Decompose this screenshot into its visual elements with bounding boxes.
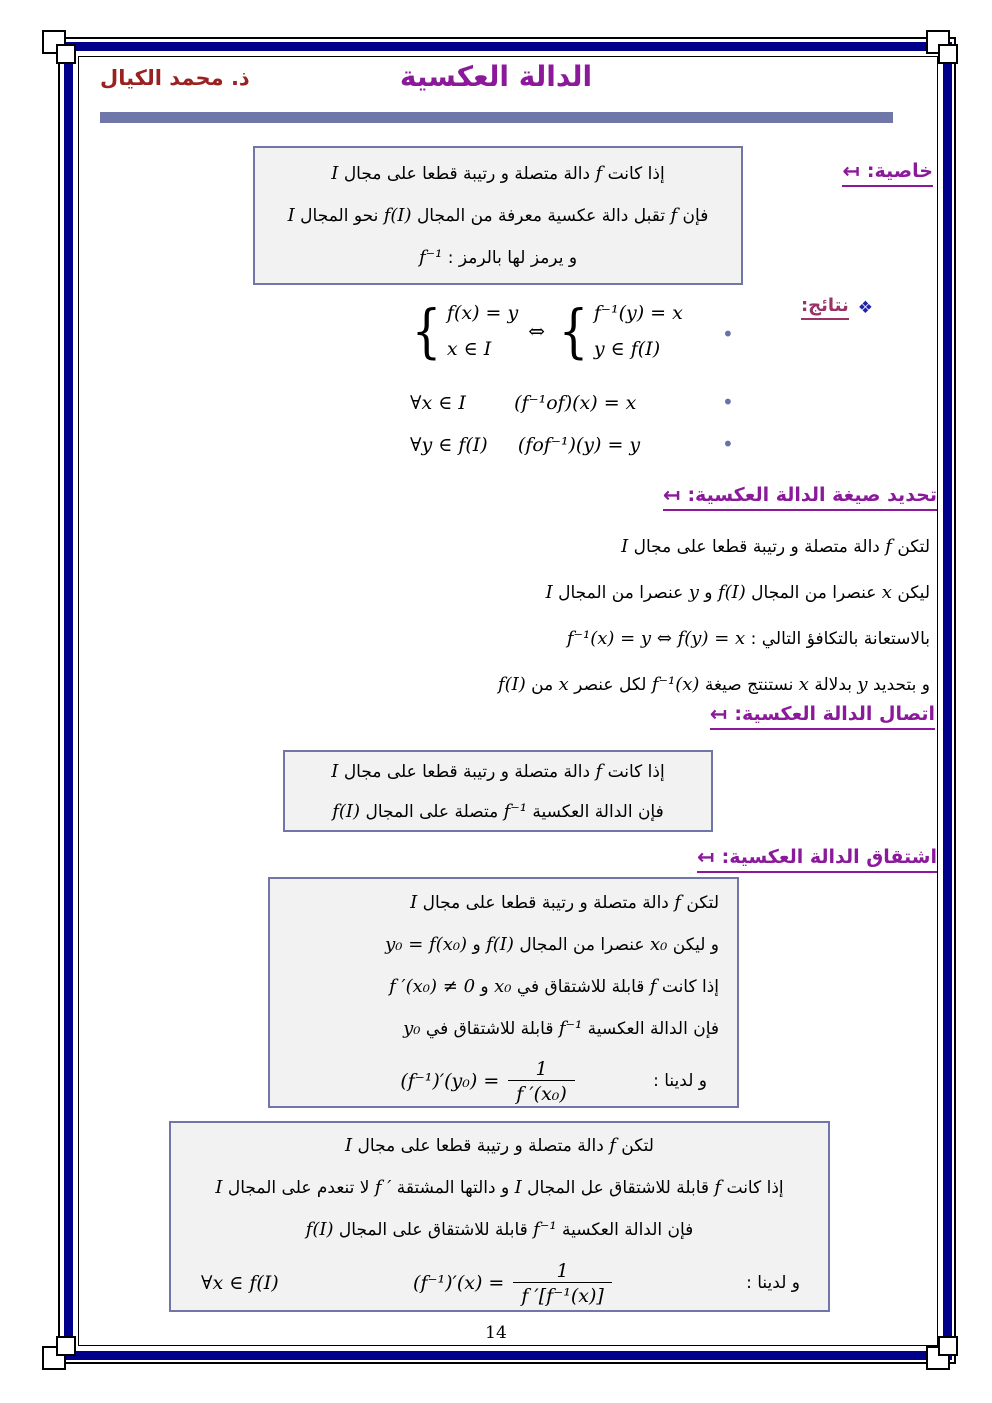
formula-lhs: (f⁻¹)′(y₀) =	[400, 1070, 500, 1092]
left-brace: {	[411, 297, 442, 365]
text-line	[270, 1008, 737, 1050]
text-line	[171, 1167, 828, 1209]
text-line	[255, 237, 741, 279]
math-fragment: I	[331, 163, 339, 184]
section-heading-results	[801, 295, 873, 320]
math-fragment: f ′	[374, 1177, 392, 1198]
text-fragment: ليكن	[891, 583, 930, 603]
left-arrow-icon: ↤	[842, 158, 860, 183]
page-title: الدالة العكسية	[399, 60, 593, 93]
corner-ornament	[56, 1336, 76, 1356]
math-fragment: I	[514, 1177, 522, 1198]
math-fragment: y	[688, 582, 699, 603]
text-fragment: بالاستعانة بالتكافؤ التالي :	[745, 629, 930, 649]
we-have-label: و لدينا :	[653, 1071, 707, 1091]
math-fragment: f(I)	[497, 674, 526, 695]
text-fragment: قابلة للاشتقاق على المجال	[333, 1220, 534, 1240]
math-fragment: I	[287, 205, 295, 226]
text-fragment: لتكن	[680, 893, 719, 913]
we-have-label: و لدينا :	[746, 1273, 800, 1293]
text-fragment: قابلة للاشتقاق في	[420, 1019, 559, 1039]
page-number: 14	[485, 1323, 507, 1343]
math-fragment: f	[595, 163, 603, 184]
text-fragment: من	[525, 675, 559, 695]
text-line	[171, 1125, 828, 1167]
equivalence-system	[408, 294, 683, 368]
bullet-icon: •	[722, 390, 734, 414]
fraction-numerator: 1	[556, 1259, 569, 1282]
text-fragment: لا تنعدم على المجال	[222, 1178, 375, 1198]
math-fragment: f	[595, 761, 603, 782]
fraction-denominator: f ′[f⁻¹(x)]	[513, 1282, 611, 1307]
text-fragment: إذا كانت	[656, 977, 719, 997]
math-fragment: f⁻¹(x)	[651, 674, 700, 695]
text-line	[270, 966, 737, 1008]
text-fragment: عنصرا من المجال	[745, 583, 882, 603]
math-fragment: f(I)	[332, 801, 361, 822]
text-fragment: دالة متصلة و رتيبة قطعا على مجال	[352, 1136, 610, 1156]
fraction-denominator: f ′(x₀)	[508, 1080, 575, 1105]
math-fragment: x₀	[494, 976, 512, 997]
text-line	[498, 570, 930, 616]
text-fragment: متصلة على المجال	[360, 802, 504, 822]
left-brace: {	[558, 297, 589, 365]
corner-ornament	[56, 44, 76, 64]
text-fragment: و	[698, 583, 718, 603]
fraction	[508, 1058, 575, 1105]
math-fragment: I	[545, 582, 553, 603]
system-line: x ∈ I	[446, 338, 492, 360]
heading-label: اشتقاق الدالة العكسية:	[721, 846, 937, 868]
continuity-box	[283, 750, 713, 832]
math-fragment: y₀ = f(x₀)	[385, 934, 468, 955]
fraction-numerator: 1	[535, 1057, 548, 1080]
math-fragment: f	[885, 536, 892, 557]
header-divider-bar	[100, 112, 893, 123]
math-fragment: I	[215, 1177, 223, 1198]
text-fragment: فإن الدالة العكسية	[582, 1019, 719, 1039]
identity-equation-y: ∀y ∈ f(I) (fof⁻¹)(y) = y	[410, 434, 641, 456]
text-fragment: لتكن	[615, 1136, 654, 1156]
text-line	[285, 792, 711, 832]
math-fragment: f⁻¹	[533, 1219, 557, 1240]
math-fragment: f	[649, 976, 657, 997]
left-arrow-icon: ↤	[696, 844, 715, 869]
math-fragment: f(I)	[383, 205, 412, 226]
teacher-name: ذ. محمد الكيال	[100, 66, 250, 90]
text-fragment: و	[467, 935, 487, 955]
section-heading-continuity	[710, 703, 935, 730]
property-box	[253, 146, 743, 285]
math-fragment: f(I)	[486, 934, 514, 955]
math-fragment: f⁻¹	[503, 801, 527, 822]
section-heading-formula-method	[663, 484, 937, 511]
bullet-icon: •	[722, 322, 734, 346]
math-fragment: I	[331, 761, 339, 782]
text-fragment: و بتحديد	[867, 675, 930, 695]
math-fragment: f⁻¹(x) = y ⇔ f(y) = x	[566, 628, 746, 649]
text-line	[270, 924, 737, 966]
system-line: f(x) = y	[446, 302, 519, 324]
math-fragment: y	[857, 674, 868, 695]
text-fragment: فإن الدالة العكسية	[556, 1220, 694, 1240]
heading-label: خاصية:	[866, 160, 933, 182]
text-line	[171, 1209, 828, 1251]
derivative-formula-row	[270, 1050, 737, 1112]
text-fragment: و يرمز لها بالرمز :	[442, 248, 578, 268]
text-line	[498, 524, 930, 570]
math-fragment: f(I)	[305, 1219, 334, 1240]
text-line	[498, 616, 930, 662]
text-fragment: لكل عنصر	[568, 675, 652, 695]
text-line	[255, 195, 741, 237]
math-fragment: I	[621, 536, 629, 557]
heading-label: اتصال الدالة العكسية:	[734, 703, 935, 725]
math-fragment: f⁻¹	[558, 1018, 583, 1039]
text-fragment: لتكن	[891, 537, 930, 557]
math-fragment: f	[670, 205, 678, 226]
text-line	[255, 153, 741, 195]
text-fragment: دالة متصلة و رتيبة قطعا على مجال	[338, 762, 596, 782]
text-fragment: عنصرا من المجال	[513, 935, 650, 955]
differentiation-general-box	[169, 1121, 830, 1312]
corner-ornament	[938, 1336, 958, 1356]
differentiation-box	[268, 877, 739, 1108]
formula-method-text	[498, 524, 930, 708]
heading-label: نتائج:	[801, 295, 849, 320]
math-fragment: x₀	[649, 934, 668, 955]
math-fragment: f	[674, 892, 681, 913]
section-heading-differentiation	[697, 846, 937, 873]
text-line	[285, 752, 711, 792]
text-fragment: فإن	[677, 206, 709, 226]
text-fragment: قابلة للاشتقاق عل المجال	[521, 1178, 715, 1198]
text-fragment: عنصرا من المجال	[552, 583, 689, 603]
forall-condition: ∀x ∈ f(I)	[201, 1272, 279, 1294]
left-arrow-icon: ↤	[662, 482, 681, 507]
system-line: y ∈ f(I)	[593, 338, 661, 360]
diamond-icon: ❖	[857, 297, 873, 318]
text-fragment: إذا كانت	[602, 762, 665, 782]
text-fragment: بدلالة	[808, 675, 858, 695]
bullet-icon: •	[722, 432, 734, 456]
math-fragment: f	[609, 1135, 616, 1156]
text-fragment: فإن الدالة العكسية	[526, 802, 664, 822]
math-fragment: y₀	[403, 1018, 421, 1039]
math-fragment: f	[714, 1177, 722, 1198]
text-line	[270, 882, 737, 924]
iff-symbol: ⇔	[528, 319, 545, 343]
math-fragment: f ′(x₀) ≠ 0	[389, 976, 476, 997]
text-fragment: و دالتها المشتقة	[391, 1178, 515, 1198]
text-fragment: دالة متصلة و رتيبة قطعا على مجال	[628, 537, 886, 557]
heading-label: تحديد صيغة الدالة العكسية:	[687, 484, 937, 506]
text-fragment: و ليكن	[667, 935, 719, 955]
identity-equation-x: ∀x ∈ I (f⁻¹of)(x) = x	[410, 392, 637, 414]
section-heading-property	[842, 160, 933, 187]
text-fragment: و	[475, 977, 495, 997]
math-fragment: x	[881, 582, 892, 603]
text-fragment: إذا كانت	[602, 164, 665, 184]
text-fragment: قابلة للاشتقاق في	[511, 977, 650, 997]
differentiation-general-box-lines	[171, 1125, 828, 1251]
text-fragment: دالة متصلة و رتيبة قطعا على مجال	[338, 164, 596, 184]
math-fragment: x	[558, 674, 569, 695]
math-fragment: f⁻¹	[418, 247, 443, 268]
text-fragment: نحو المجال	[294, 206, 384, 226]
derivative-general-formula	[413, 1260, 612, 1307]
math-fragment: I	[345, 1135, 353, 1156]
formula-lhs: (f⁻¹)′(x) =	[413, 1272, 505, 1294]
math-fragment: I	[410, 892, 418, 913]
differentiation-box-lines	[270, 882, 737, 1050]
math-fragment: x	[798, 674, 809, 695]
text-fragment: دالة متصلة و رتيبة قطعا على مجال	[417, 893, 675, 913]
fraction	[513, 1260, 611, 1307]
derivative-formula	[400, 1058, 575, 1105]
math-fragment: f(I)	[717, 582, 746, 603]
text-fragment: إذا كانت	[721, 1178, 784, 1198]
text-fragment: تقبل دالة عكسية معرفة من المجال	[411, 206, 671, 226]
left-arrow-icon: ↤	[709, 701, 728, 726]
text-fragment: نستنتج صيغة	[699, 675, 799, 695]
system-line: f⁻¹(y) = x	[593, 302, 683, 324]
corner-ornament	[938, 44, 958, 64]
derivative-general-formula-row	[171, 1251, 828, 1315]
